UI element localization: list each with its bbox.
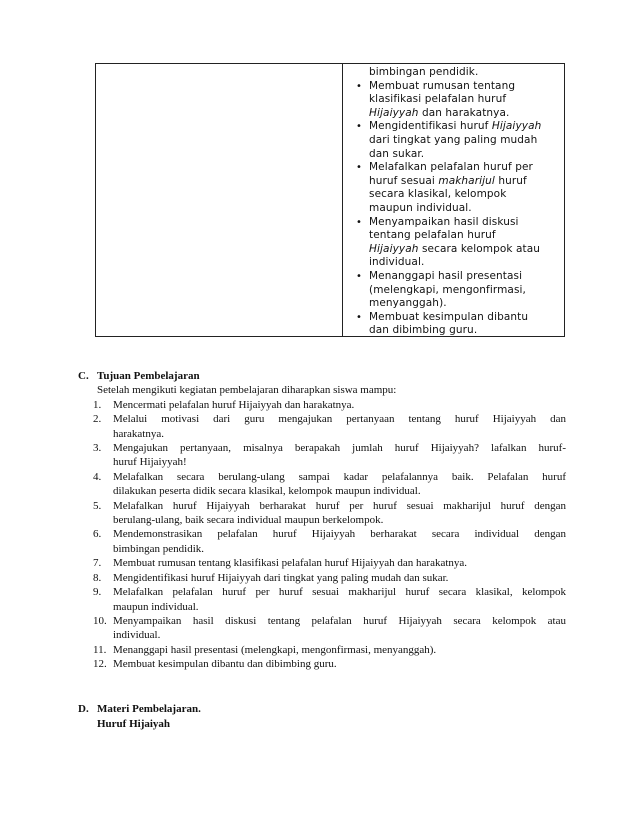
table-bullet-text: tentang pelafalan huruf bbox=[369, 229, 496, 242]
table-bullet-line bbox=[369, 311, 561, 325]
goal-text: maupun individual. bbox=[113, 600, 199, 613]
goal-text: berulang-ulang, baik secara individual maupun berkelompok. bbox=[113, 514, 384, 527]
table-bullet-text: Hijaiyyah bbox=[369, 106, 419, 119]
goal-item bbox=[78, 527, 566, 556]
goal-text: Melafalkan pelafalan huruf per huruf sesuai makharijul huruf secara klasikal, kelompok bbox=[113, 586, 566, 599]
table-bullet-line bbox=[369, 148, 561, 162]
goal-item bbox=[78, 412, 566, 441]
goal-item bbox=[78, 657, 566, 671]
goal-item bbox=[78, 585, 566, 614]
table-bullet-line bbox=[369, 229, 561, 243]
goal-number: 12. bbox=[93, 658, 107, 671]
bullet-icon: • bbox=[356, 80, 362, 92]
table-bullet-text: klasifikasi pelafalan huruf bbox=[369, 93, 507, 106]
section-c-marker: C. bbox=[78, 370, 89, 382]
table-bullet-line bbox=[369, 107, 561, 121]
goal-item bbox=[78, 571, 566, 585]
table-bullet-text: Mengidentifikasi huruf bbox=[369, 120, 492, 133]
table-cell-continuation: bimbingan pendidik. bbox=[369, 66, 479, 78]
table-bullet-text: Menanggapi hasil presentasi bbox=[369, 269, 523, 282]
goal-text: Menyampaikan hasil diskusi tentang pelafalan huruf Hijaiyyah secara kelompok atau bbox=[113, 614, 566, 627]
table-bullet-text: individual. bbox=[369, 256, 425, 269]
goal-number: 11. bbox=[93, 643, 107, 656]
goal-number: 2. bbox=[93, 413, 102, 426]
table-bullet-line bbox=[369, 216, 561, 230]
table-bullet-text: dan dibimbing guru. bbox=[369, 324, 478, 337]
goal-text: harakatnya. bbox=[113, 427, 164, 440]
table-bullet-text: Hijaiyyah bbox=[491, 120, 542, 133]
table-bullet-item bbox=[356, 80, 561, 121]
section-d-heading bbox=[78, 702, 558, 717]
goal-number: 10. bbox=[93, 614, 107, 627]
table-bullet-text: menyanggah). bbox=[369, 297, 447, 310]
table-bullet-text: Menyampaikan hasil diskusi bbox=[369, 215, 519, 228]
table-bullet-text: dari tingkat yang paling mudah bbox=[369, 133, 538, 146]
table-bullet-line bbox=[369, 324, 561, 338]
section-c-title: Tujuan Pembelajaran bbox=[97, 370, 200, 382]
goal-item bbox=[78, 556, 566, 570]
goal-text: dilakukan peserta didik secara klasikal, kelompok maupun individual. bbox=[113, 485, 421, 498]
goal-text: Menanggapi hasil presentasi (melengkapi, mengonfirmasi, menyanggah). bbox=[113, 643, 437, 656]
table-bullet-line bbox=[369, 161, 561, 175]
bullet-icon: • bbox=[356, 270, 362, 282]
goal-number: 5. bbox=[93, 499, 102, 512]
goal-text: Melalui motivasi dari guru mengajukan pertanyaan tentang huruf Hijaiyyah dan bbox=[113, 413, 566, 426]
goal-text: Membuat kesimpulan dibantu dan dibimbing guru. bbox=[113, 658, 337, 671]
goal-text: huruf Hijaiyyah! bbox=[113, 456, 187, 469]
table-bullet-line bbox=[369, 134, 561, 148]
table-bullet-item bbox=[356, 120, 561, 161]
goal-number: 1. bbox=[93, 398, 102, 411]
table-bullet-line bbox=[369, 175, 561, 189]
section-c-learning-goals bbox=[78, 369, 566, 672]
table-bullet-line bbox=[369, 256, 561, 270]
bullet-icon: • bbox=[356, 216, 362, 228]
table-bullet-line bbox=[369, 80, 561, 94]
goal-item bbox=[78, 614, 566, 643]
goal-number: 9. bbox=[93, 586, 102, 599]
table-bullet-text: makharijul bbox=[438, 174, 495, 187]
goal-item bbox=[78, 499, 566, 528]
table-bullet-item bbox=[356, 161, 561, 215]
section-c-intro: Setelah mengikuti kegiatan pembelajaran diharapkan siswa mampu: bbox=[97, 384, 397, 397]
goal-item bbox=[78, 643, 566, 657]
table-bullet-line bbox=[369, 120, 561, 134]
table-bullet-item bbox=[356, 311, 561, 338]
table-bullet-text: dan sukar. bbox=[369, 147, 425, 160]
bullet-icon: • bbox=[356, 162, 362, 174]
table-bullet-item bbox=[356, 270, 561, 311]
table-bullet-line bbox=[369, 297, 561, 311]
section-d-subtitle: Huruf Hijaiyah bbox=[97, 717, 171, 730]
goal-text: Mengajukan pertanyaan, misalnya berapakah jumlah huruf Hijaiyyah? lafalkan huruf- bbox=[113, 442, 566, 455]
goal-text: Mengidentifikasi huruf Hijaiyyah dari tingkat yang paling mudah dan sukar. bbox=[113, 571, 449, 584]
goal-item bbox=[78, 470, 566, 499]
table-bullet-text: Melafalkan pelafalan huruf per bbox=[369, 161, 533, 174]
table-bullet-text: Hijaiyyah bbox=[369, 242, 419, 255]
goal-number: 3. bbox=[93, 442, 102, 455]
table-bullet-line bbox=[369, 202, 561, 216]
goal-text: Melafalkan secara berulang-ulang sampai kadar pelafalannya baik. Pelafalan huruf bbox=[113, 470, 566, 483]
section-c-heading bbox=[78, 369, 566, 383]
table-bullet-text: secara kelompok atau bbox=[418, 242, 541, 255]
table-bullet-text: Membuat kesimpulan dibantu bbox=[369, 310, 529, 323]
section-d-marker: D. bbox=[78, 703, 89, 715]
table-bullet-text: dan harakatnya. bbox=[418, 106, 510, 119]
table-bullet-text: Membuat rumusan tentang bbox=[369, 79, 516, 92]
goals-list bbox=[78, 398, 566, 672]
table-bullet-line bbox=[369, 93, 561, 107]
goal-number: 7. bbox=[93, 557, 102, 570]
goal-number: 8. bbox=[93, 571, 102, 584]
goal-item bbox=[78, 398, 566, 412]
section-d-material bbox=[78, 702, 558, 731]
goal-text: Mendemonstrasikan pelafalan huruf Hijaiyyah berharakat secara individual dengan bbox=[113, 528, 566, 541]
table-bullet-list bbox=[356, 80, 561, 338]
goal-number: 4. bbox=[93, 470, 102, 483]
table-bullet-line bbox=[369, 270, 561, 284]
goal-number: 6. bbox=[93, 528, 102, 541]
goal-text: bimbingan pendidik. bbox=[113, 542, 205, 555]
table-column-divider bbox=[342, 64, 343, 336]
table-right-cell bbox=[356, 66, 561, 338]
goal-text: Membuat rumusan tentang klasifikasi pelafalan huruf Hijaiyyah dan harakatnya. bbox=[113, 557, 468, 570]
table-bullet-line bbox=[369, 284, 561, 298]
goal-text: Melafalkan huruf Hijaiyyah berharakat huruf per huruf sesuai makharijul huruf dengan bbox=[113, 499, 566, 512]
table-bullet-text: huruf sesuai bbox=[369, 174, 439, 187]
goal-item bbox=[78, 441, 566, 470]
table-bullet-text: huruf bbox=[494, 174, 527, 187]
table-bullet-text: (melengkapi, mengonfirmasi, bbox=[369, 283, 526, 296]
bullet-icon: • bbox=[356, 121, 362, 133]
table-bullet-item bbox=[356, 216, 561, 270]
table-bullet-line bbox=[369, 188, 561, 202]
objectives-table bbox=[95, 63, 565, 337]
table-bullet-line bbox=[369, 243, 561, 257]
goal-text: individual. bbox=[113, 629, 161, 642]
bullet-icon: • bbox=[356, 311, 362, 323]
goal-text: Mencermati pelafalan huruf Hijaiyyah dan harakatnya. bbox=[113, 398, 355, 411]
section-d-title: Materi Pembelajaran. bbox=[97, 703, 201, 715]
table-bullet-text: secara klasikal, kelompok bbox=[369, 188, 507, 201]
table-bullet-text: maupun individual. bbox=[369, 201, 472, 214]
